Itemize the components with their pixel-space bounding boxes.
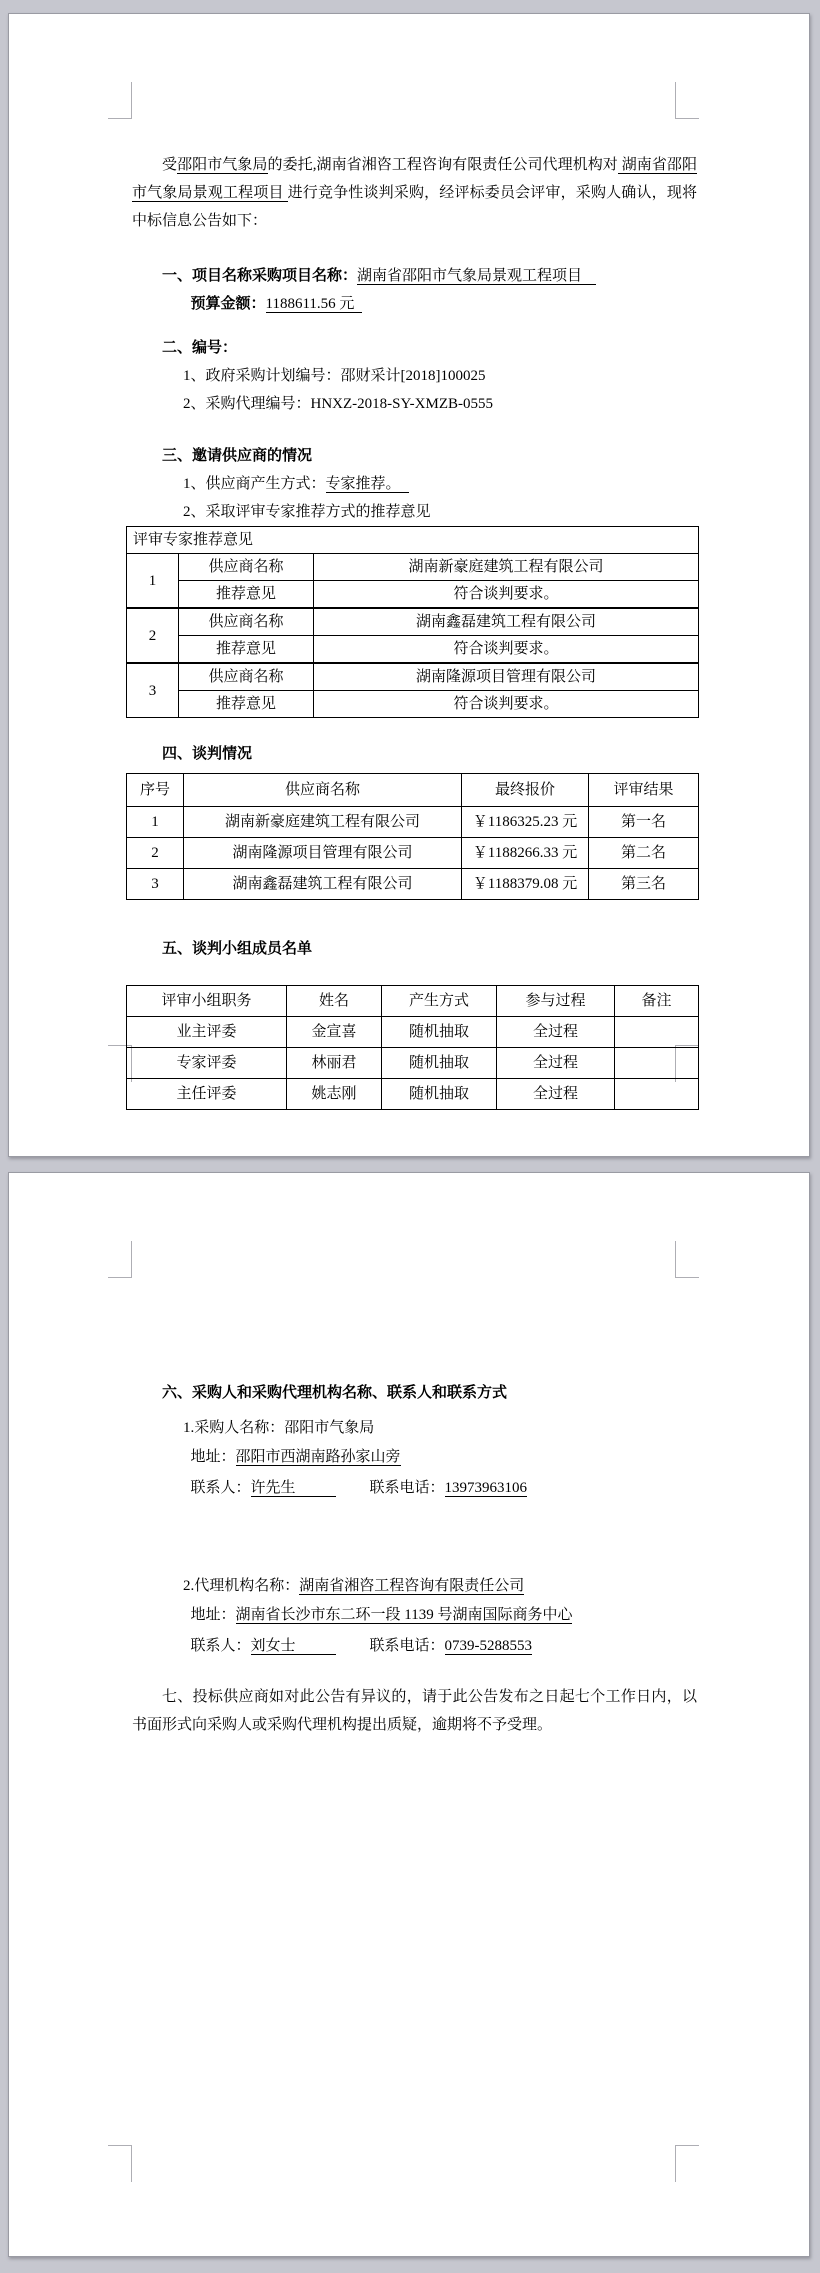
- section4-heading: 四、谈判情况: [162, 745, 253, 762]
- review-result: 第一名: [589, 807, 699, 838]
- buyer-phone-value: 13973963106: [444, 1480, 528, 1496]
- table1-title: 评审专家推荐意见: [127, 527, 699, 554]
- supplier-name: 湖南隆源项目管理有限公司: [184, 838, 462, 869]
- margin-crop-mark-bottom-right: [675, 2145, 699, 2182]
- section7-paragraph: 七、投标供应商如对此公告有异议的，请于此公告发布之日起七个工作日内，以书面形式向采购人或采购代理机构提出质疑，逾期将不予受理。: [132, 1689, 697, 1733]
- plan-number-line: 1、政府采购计划编号：邵财采计[2018]100025: [183, 368, 486, 384]
- agency-name-label: 2.代理机构名称：: [183, 1578, 300, 1594]
- supplier-source-value: 专家推荐。: [326, 476, 409, 493]
- table-row: [127, 1079, 699, 1110]
- supplier-name: 湖南鑫磊建筑工程有限公司: [314, 608, 699, 636]
- opinion-label: 推荐意见: [179, 581, 314, 609]
- panel-method: 随机抽取: [382, 1048, 497, 1079]
- phone-label: 联系电话：: [369, 1638, 445, 1654]
- table-row: [127, 1048, 699, 1079]
- agency-contact-line: [191, 1631, 698, 1662]
- buyer-address-line: [191, 1442, 698, 1473]
- intro-text: 的委托,湖南省湘咨工程咨询有限责任公司代理机构对: [267, 157, 618, 173]
- agency-address-value: 湖南省长沙市东二环一段 1139 号湖南国际商务中心: [235, 1607, 573, 1623]
- address-label: 地址：: [190, 1607, 236, 1623]
- margin-crop-mark-top-left: [108, 1241, 132, 1278]
- table-row: [127, 581, 699, 609]
- agency-name-value: 湖南省湘咨工程咨询有限责任公司: [299, 1578, 525, 1594]
- project-name-value: 湖南省邵阳市气象局景观工程项目: [357, 268, 596, 285]
- table-row: [127, 608, 699, 636]
- panel-remark: [615, 1079, 699, 1110]
- opinion-label: 推荐意见: [179, 636, 314, 664]
- table-row: [127, 554, 699, 581]
- final-price: ￥1188379.08 元: [462, 869, 589, 900]
- budget-value: 1188611.56 元: [266, 296, 363, 313]
- final-price: ￥1188266.33 元: [462, 838, 589, 869]
- agency-contact-value: 刘女士: [251, 1638, 336, 1655]
- budget-line: [191, 290, 698, 318]
- column-header: 序号: [127, 774, 184, 807]
- section6-heading: 六、采购人和采购代理机构名称、联系人和联系方式: [162, 1384, 508, 1401]
- phone-label: 联系电话：: [369, 1480, 445, 1496]
- agency-phone-value: 0739-5288553: [444, 1638, 533, 1654]
- supplier-name: 湖南隆源项目管理有限公司: [314, 663, 699, 691]
- intro-text: 进行竞争性谈判采购，经评标委员会评审，采购人确认，现将中标信息公告如下：: [132, 185, 697, 229]
- section2-heading: 二、编号：: [162, 339, 238, 356]
- review-result: 第三名: [589, 869, 699, 900]
- opinion-value: 符合谈判要求。: [314, 581, 699, 609]
- supplier-source-label: 1、供应商产生方式：: [183, 476, 326, 492]
- supplier-name: 湖南新豪庭建筑工程有限公司: [314, 554, 699, 581]
- intro-underlined-buyer: 邵阳市气象局: [177, 157, 268, 173]
- panel-remark: [615, 1048, 699, 1079]
- supplier-name-label: 供应商名称: [179, 554, 314, 581]
- table-header-row: [127, 986, 699, 1017]
- negotiation-result-table: [126, 773, 699, 900]
- row-number: 2: [127, 608, 179, 663]
- panel-name: 姚志刚: [287, 1079, 382, 1110]
- margin-crop-mark-top-right: [675, 82, 699, 119]
- address-label: 地址：: [190, 1449, 236, 1465]
- review-result: 第二名: [589, 838, 699, 869]
- supplier-name-label: 供应商名称: [179, 608, 314, 636]
- table-row: [127, 527, 699, 554]
- buyer-name-line: [183, 1414, 697, 1442]
- column-header: 评审小组职务: [127, 986, 287, 1017]
- row-number: 2: [127, 838, 184, 869]
- opinion-value: 符合谈判要求。: [314, 636, 699, 664]
- table-header-row: [127, 774, 699, 807]
- supplier-name: 湖南鑫磊建筑工程有限公司: [184, 869, 462, 900]
- section3-heading: 三、邀请供应商的情况: [162, 447, 313, 464]
- supplier-name-label: 供应商名称: [179, 663, 314, 691]
- page2-content: [132, 1379, 697, 1739]
- expert-recommendation-table: [126, 526, 699, 718]
- panel-role: 专家评委: [127, 1048, 287, 1079]
- table-row: [127, 1017, 699, 1048]
- panel-name: 林丽君: [287, 1048, 382, 1079]
- opinion-value: 符合谈判要求。: [314, 691, 699, 718]
- section5-heading: 五、谈判小组成员名单: [162, 940, 313, 957]
- column-header: 姓名: [287, 986, 382, 1017]
- panel-name: 金宣喜: [287, 1017, 382, 1048]
- intro-underlined-project: 湖南省邵阳市气象局景观工程项目: [132, 157, 697, 201]
- table-row: [127, 691, 699, 718]
- final-price: ￥1186325.23 元: [462, 807, 589, 838]
- table-row: [127, 869, 699, 900]
- row-number: 3: [127, 869, 184, 900]
- panel-participation: 全过程: [497, 1079, 615, 1110]
- panel-participation: 全过程: [497, 1017, 615, 1048]
- panel-remark: [615, 1017, 699, 1048]
- contact-label: 联系人：: [190, 1638, 251, 1654]
- agency-number-line: 2、采购代理编号：HNXZ-2018-SY-XMZB-0555: [183, 396, 493, 412]
- buyer-name-label: 1.采购人名称：: [183, 1420, 285, 1436]
- document-page-2: [8, 1172, 810, 2257]
- row-number: 1: [127, 554, 179, 609]
- document-page-1: [8, 13, 810, 1157]
- margin-crop-mark-top-right: [675, 1241, 699, 1278]
- margin-crop-mark-bottom-left: [108, 2145, 132, 2182]
- page1-content: [132, 151, 697, 1110]
- section1-heading: 一、项目名称采购项目名称：: [162, 267, 358, 284]
- intro-paragraph: [132, 151, 697, 235]
- buyer-contact-value: 许先生: [251, 1480, 336, 1497]
- panel-method: 随机抽取: [382, 1079, 497, 1110]
- supplier-name: 湖南新豪庭建筑工程有限公司: [184, 807, 462, 838]
- column-header: 参与过程: [497, 986, 615, 1017]
- buyer-name-value: 邵阳市气象局: [284, 1420, 375, 1436]
- negotiation-panel-table: [126, 985, 699, 1110]
- column-header: 最终报价: [462, 774, 589, 807]
- row-number: 1: [127, 807, 184, 838]
- budget-label: 预算金额：: [190, 295, 266, 312]
- table-row: [127, 807, 699, 838]
- column-header: 产生方式: [382, 986, 497, 1017]
- intro-text: 受: [162, 157, 178, 173]
- supplier-source-line: [183, 470, 697, 498]
- column-header: 供应商名称: [184, 774, 462, 807]
- row-number: 3: [127, 663, 179, 718]
- table-row: [127, 663, 699, 691]
- margin-crop-mark-top-left: [108, 82, 132, 119]
- panel-method: 随机抽取: [382, 1017, 497, 1048]
- opinion-label: 推荐意见: [179, 691, 314, 718]
- section1-heading-line: [162, 262, 697, 290]
- agency-address-line: [191, 1600, 698, 1631]
- agency-name-line: [183, 1572, 697, 1600]
- panel-role: 业主评委: [127, 1017, 287, 1048]
- column-header: 备注: [615, 986, 699, 1017]
- recommendation-line: 2、采取评审专家推荐方式的推荐意见: [183, 504, 431, 520]
- panel-role: 主任评委: [127, 1079, 287, 1110]
- buyer-contact-line: [191, 1473, 698, 1504]
- table-row: [127, 838, 699, 869]
- contact-label: 联系人：: [190, 1480, 251, 1496]
- panel-participation: 全过程: [497, 1048, 615, 1079]
- buyer-address-value: 邵阳市西湖南路孙家山旁: [235, 1449, 401, 1465]
- table-row: [127, 636, 699, 664]
- column-header: 评审结果: [589, 774, 699, 807]
